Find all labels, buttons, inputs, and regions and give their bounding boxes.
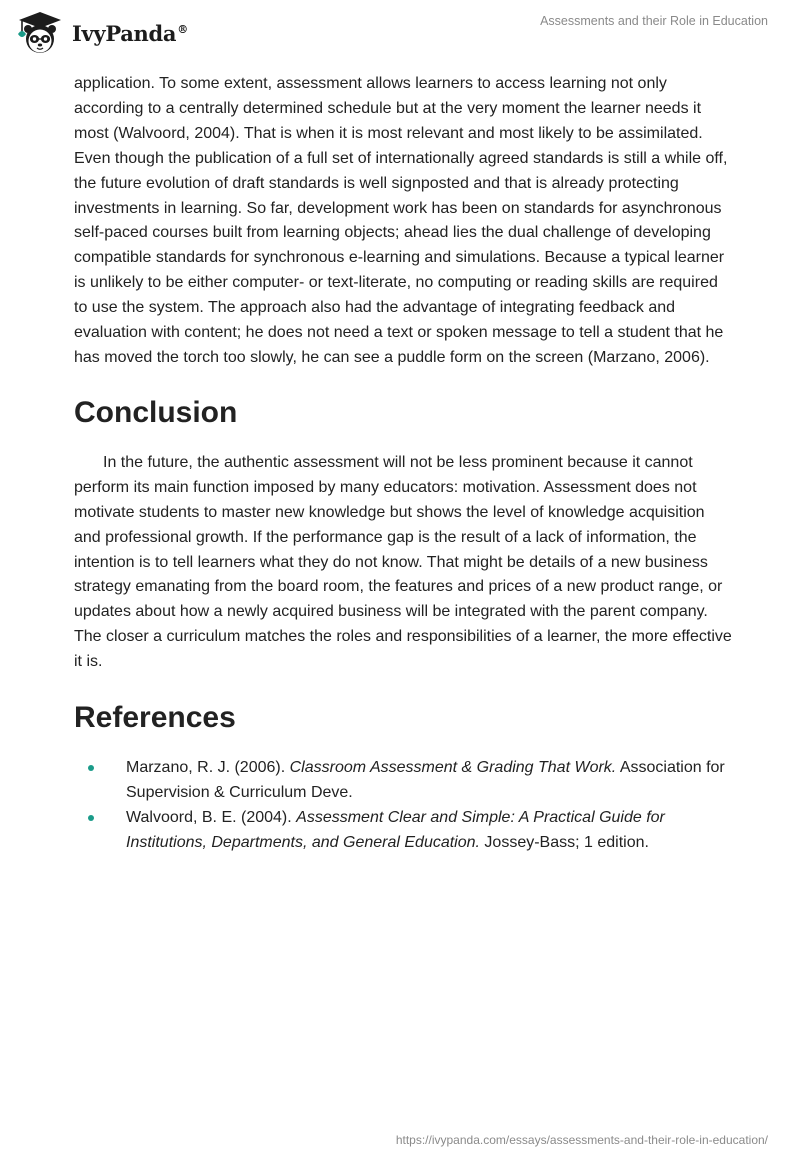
running-title: Assessments and their Role in Education <box>540 14 768 28</box>
reference-authors: Marzano, R. J. (2006). <box>126 759 290 777</box>
bullet-icon <box>88 815 94 821</box>
references-heading: References <box>74 701 236 735</box>
page-header <box>0 0 800 64</box>
reference-authors: Walvoord, B. E. (2004). <box>126 808 297 826</box>
reference-item <box>74 756 734 806</box>
references-list <box>74 756 734 856</box>
logo-wordmark: IvyPanda® <box>72 20 188 46</box>
conclusion-paragraph: In the future, the authentic assessment will not be less prominent because it cannot perform its main function imposed by many educators: motivation. Assessment does not motivate students to master new knowledge but shows the level of knowledge acquisition and professional growth. If the performance gap is the result of a lack of information, the intention is to tell learners what they do not know. That might be details of a new business strategy emanating from the board room, the features and prices of a new product range, or updates about how a newly acquired business will be integrated with the parent company. The closer a curriculum matches the roles and responsibilities of a learner, the more effective it is. <box>74 453 732 671</box>
conclusion-heading: Conclusion <box>74 395 238 429</box>
panda-graduate-icon <box>14 10 66 56</box>
reference-publisher: Jossey-Bass; 1 edition. <box>479 833 649 851</box>
reference-publisher: Association for Supervision & Curriculum Deve. <box>126 759 725 801</box>
bullet-icon <box>88 765 94 771</box>
reference-title: Assessment Clear and Simple: A Practical Guide for Institutions, Departments, and General Education. <box>126 808 665 851</box>
ivypanda-logo[interactable] <box>14 10 188 56</box>
reference-item <box>74 806 734 856</box>
reference-title: Classroom Assessment & Grading That Work. <box>289 759 617 777</box>
essay-content <box>74 72 734 856</box>
body-paragraph: application. To some extent, assessment allows learners to access learning not only according to a centrally determined schedule but at the very moment the learner needs it most (Walvoord, 2004). That is when it is most relevant and most likely to be assimilated. Even though the publication of a full set of internationally agreed standards is still a while off, the future evolution of draft standards is well signposted and that is already protecting investments in learning. So far, development work has been on standards for asynchronous self-paced courses built from learning objects; ahead lies the dual challenge of developing compatible standards for synchronous e-learning and simulations. Because a typical learner is unlikely to be either computer- or text-literate, no computing or reading skills are required to use the system. The approach also had the advantage of integrating feedback and evaluation with content; he does not need a text or spoken message to tell a student that he has moved the torch too slowly, he can see a puddle form on the screen (Marzano, 2006). <box>74 75 728 366</box>
source-url[interactable]: https://ivypanda.com/essays/assessments-and-their-role-in-education/ <box>395 1133 768 1147</box>
